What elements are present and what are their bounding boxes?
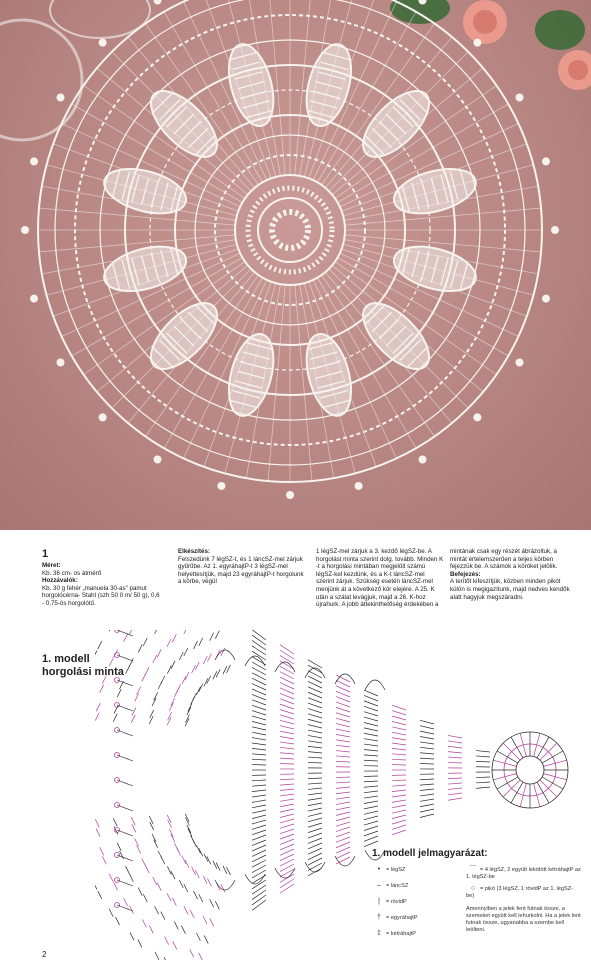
legend-item: ‡ = kétráhajtP xyxy=(372,930,472,938)
single-crochet-icon: | xyxy=(378,898,380,905)
diagram-title-line1: 1. modell xyxy=(42,653,90,665)
rose-center xyxy=(568,60,588,80)
legend-item: ⌒ = 4 légSZ, 2 együtt lekötött kétráhajtP az 1. légSZ-be xyxy=(466,866,581,880)
leaf xyxy=(535,10,585,50)
diagram-title-line2: horgolási minta xyxy=(42,666,124,678)
materials-column xyxy=(42,562,160,608)
rose-center xyxy=(473,10,497,34)
size-label: Méret: xyxy=(42,562,61,569)
method-label: Elkészítés: xyxy=(178,548,210,555)
pattern-number: 1 xyxy=(42,548,49,560)
materials-text: Kb. 30 g fehér „manuela 30-as" pamut horgolócérna- Stahl (szh 50 0 m/ 50 g), 0,6 - 0,75-ös horgolótű. xyxy=(42,584,160,607)
legend-item: ○ = pikó (3 légSZ, 1 rövidP az 1. légSZ-be) xyxy=(466,885,574,899)
materials-label: Hozzávalók: xyxy=(42,577,78,585)
legend-item: – = láncSZ xyxy=(372,882,472,890)
instructions-column-2 xyxy=(316,548,444,609)
slip-stitch-icon: – xyxy=(377,882,381,889)
legend-left xyxy=(372,866,472,938)
size-text: Kb. 36 cm- os átmérő xyxy=(42,569,102,577)
doily-lace xyxy=(21,0,559,499)
treble-crochet-icon: ‡ xyxy=(377,930,381,937)
legend-right xyxy=(466,866,581,934)
glass-plate xyxy=(0,20,82,140)
pattern-page xyxy=(0,530,591,960)
legend-item: | = rövidP xyxy=(372,898,472,906)
picot-icon: ○ xyxy=(470,885,476,892)
method-text-2: 1 légSZ-mel zárjuk a 3. kezdő légSZ-be. A horgolást minta szerint dolg. tovább. Minden K -t a horgolási mintában megjelölt számú légSZ-kel kezdünk, és a K-t láncSZ-mel szerint zárjuk. Szükség esetén láncSZ-mel menjünk át a következő kör elejére. A 25. K után a szálat levágjuk, majd a 26. K-hoz újrahurk. A jobb áttekinthetőség érdekében a xyxy=(316,548,444,609)
chain-stitch-icon: • xyxy=(377,866,381,873)
finishing-label: Befejezés: xyxy=(450,570,481,578)
method-text-1: Felszedünk 7 légSZ-t, és 1 láncSZ-mel zárjuk gyűrűbe. Az 1. egyráhajtP-t 3 légSZ-mel helyettesítjük, majd 23 egyráhajtP-t horgolunk a körbe, végül xyxy=(178,555,304,586)
page-number: 2 xyxy=(42,950,47,959)
legend-note: Amennyiben a jelek fent futnak össze, a szemeket együtt kell lehurkolni. Ha a jelek lent futnak össze, ugyanabba a szembe kell leölteni. xyxy=(466,906,581,933)
legend-item: • = légSZ xyxy=(372,866,472,874)
instructions-column-1 xyxy=(178,548,308,586)
instructions-column-3 xyxy=(450,548,575,601)
legend-item: † = egyráhajtP xyxy=(372,914,472,922)
method-text-3: mintának csak egy részét ábrázoltuk, a mintát értelemszerűen a teljes körben fejezzük be. A számok a köröket jelölik. xyxy=(450,548,558,571)
cluster-icon: ⌒ xyxy=(469,866,477,873)
center-ring xyxy=(516,756,544,784)
finishing-text: A terítőt kifeszítjük, közben minden pikót külön is megigazítunk, majd nedves kendők alatt hagyjuk megszáradni. xyxy=(450,578,570,601)
legend-title: 1. modell jelmagyarázat: xyxy=(372,848,488,859)
double-crochet-icon: † xyxy=(377,914,381,921)
